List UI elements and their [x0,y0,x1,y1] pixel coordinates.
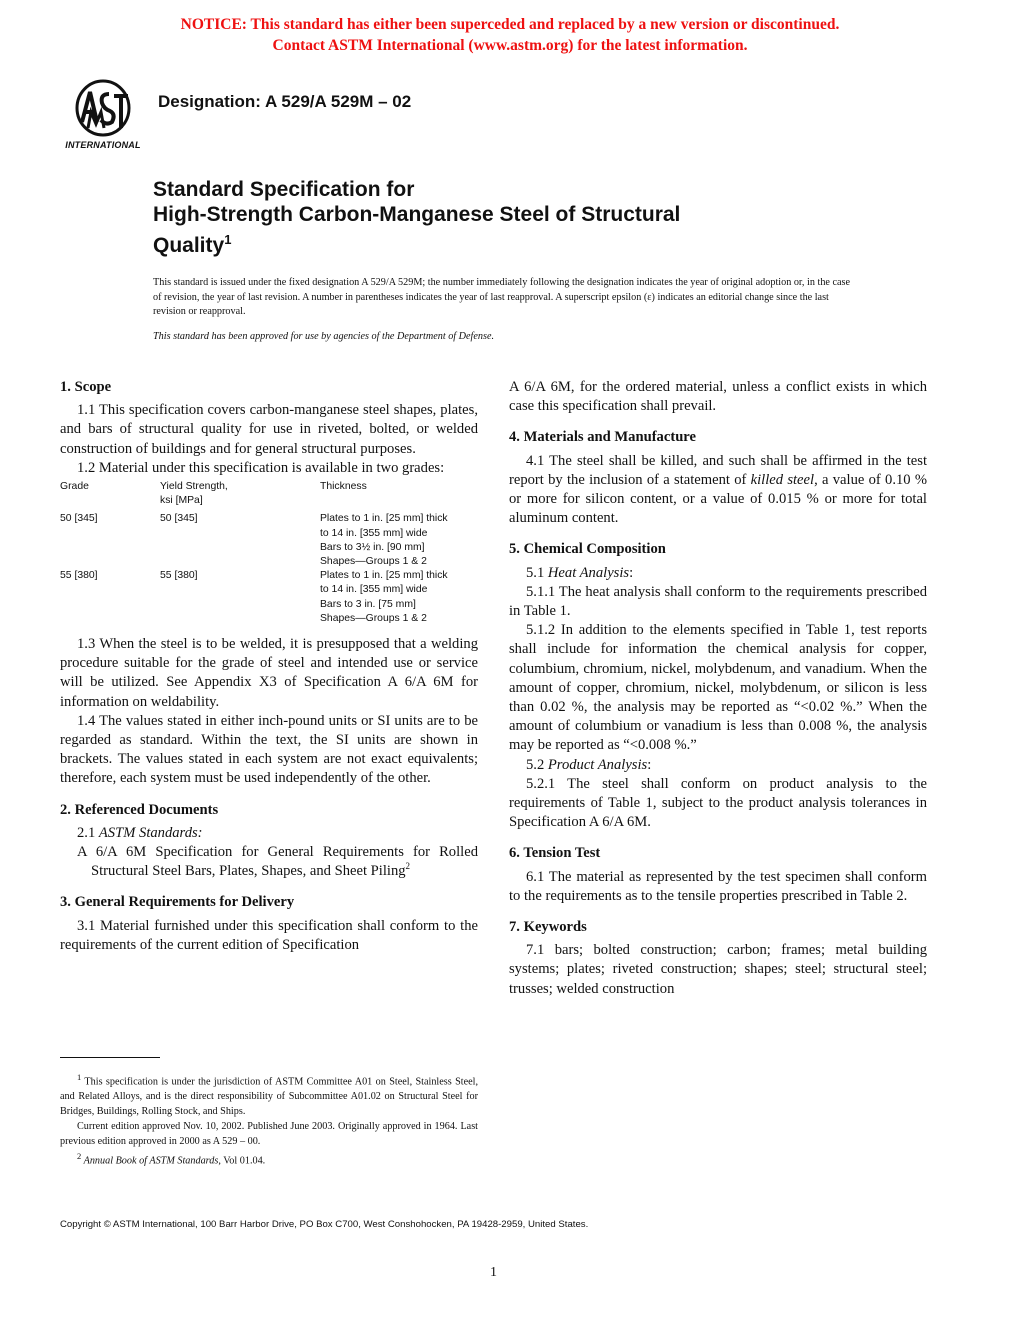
footnote-rule [60,1057,160,1058]
footnotes [60,1070,478,1170]
table-cell-thickness: to 14 in. [355 mm] wide [320,584,428,596]
para-5-2-title: Product Analysis [547,756,648,773]
para-1-1: 1.1 This specification covers carbon-manganese steel shapes, plates, and bars of structural quality for use in riveted, bolted, or welded construction of buildings and for general structural purposes. [60,402,478,457]
section-7-heading: 7. Keywords [509,919,587,936]
para-6-1: 6.1 The material as represented by the test specimen shall conform to the requirements as to the tensile properties prescribed in Table 2. [509,868,927,904]
table-cell-thickness: Shapes—Groups 1 & 2 [320,612,427,624]
footnote-2-title: Annual Book of ASTM Standards [81,1155,219,1167]
reference-a6-footnote-ref: 2 [405,861,411,872]
notice-line-2: Contact ASTM International (www.astm.org) for the latest information. [272,37,748,54]
para-5-1-2: 5.1.2 In addition to the elements specified in Table 1, test reports shall include for information the chemical analysis for copper, columbium, chromium, nickel, molybdenum, and vanadium. When the amount of copper, chromium, nickel, molybdenum, or silicon is less than 0.02 %, the analysis may be reported as “<0.02 %.” When the amount of columbium or vanadium is less than 0.008 %, the analysis may be reported as “<0.008 %.” [509,622,927,754]
para-2-1-title: ASTM Standards: [98,824,203,841]
para-1-3: 1.3 When the steel is to be welded, it is presupposed that a welding procedure suitable for the grade of steel and intended use or service will be utilized. See Appendix X3 of Specification A 6/A 6M for information on weldability. [60,636,478,710]
title-line-1: Standard Specification for [153,178,415,201]
para-4-1-a: 4.1 The steel shall be killed, and such shall be affirmed in the test report by the inclusion of a statement of [509,452,927,488]
para-2-1-number: 2.1 [77,824,99,841]
grades-table [60,480,478,626]
logo-subtitle: INTERNATIONAL [65,140,141,150]
copyright: Copyright © ASTM International, 100 Barr Harbor Drive, PO Box C700, West Conshohocken, PA 19428-2959, United States. [60,1219,589,1230]
document-title [153,177,793,258]
title-line-2: High-Strength Carbon-Manganese Steel of Structural [153,203,681,226]
table-row [60,569,478,626]
preamble-dod: This standard has been approved for use by agencies of the Department of Defense. [153,331,495,342]
left-column [60,378,478,955]
table-cell-thickness: Bars to 3½ in. [90 mm] [320,541,425,553]
title-footnote-ref: 1 [224,232,232,247]
section-3-heading: 3. General Requirements for Delivery [60,894,295,911]
para-7-1: 7.1 bars; bolted construction; carbon; frames; metal building systems; plates; riveted construction; shapes; steel; structural steel; trusses; welded construction [509,942,927,997]
para-5-1-colon: : [629,564,634,581]
para-5-2-colon: : [647,756,652,773]
footnote-1-approval: Current edition approved Nov. 10, 2002. Published June 2003. Originally approved in 1964. Last previous edition approved in 2000 as A 529 – 00. [60,1120,478,1147]
section-1-heading: 1. Scope [60,379,112,395]
section-4-heading: 4. Materials and Manufacture [509,429,696,446]
table-cell-thickness: Bars to 3 in. [75 mm] [320,598,416,610]
preamble-text: This standard is issued under the fixed designation A 529/A 529M; the number immediately following the designation indicates the year of original adoption or, in the case of revision, the year of last revision. A number in parentheses indicates the year of last reapproval. A superscript epsilon (ε) indicates an editorial change since the last revision or reapproval. [153,277,851,318]
table-cell-thickness: Shapes—Groups 1 & 2 [320,556,427,568]
footnote-1-marker: 1 [77,1072,82,1082]
designation: Designation: A 529/A 529M – 02 [158,92,412,111]
table-header-grade: Grade [60,481,89,493]
para-3-1-continued: A 6/A 6M, for the ordered material, unless a conflict exists in which case this specification shall prevail. [509,379,927,415]
para-5-1-number: 5.1 [526,564,548,581]
right-column [509,378,927,999]
para-1-4: 1.4 The values stated in either inch-pound units or SI units are to be regarded as standard. Within the text, the SI units are shown in brackets. The values stated in each system are not exact equivalents; therefore, each system must be used independently of the other. [60,712,478,787]
section-2-heading: 2. Referenced Documents [60,801,219,818]
table-cell-thickness: Plates to 1 in. [25 mm] thick [320,513,448,525]
astm-logo [62,78,144,152]
table-header-thickness: Thickness [320,481,367,493]
section-6-heading: 6. Tension Test [509,845,601,862]
table-cell-grade: 50 [345] [60,513,98,525]
table-cell-grade: 55 [380] [60,570,98,582]
footnote-1: This specification is under the jurisdiction of ASTM Committee A01 on Steel, Stainless Steel, and Related Alloys, and is the direct responsibility of Subcommittee A01.02 on Structural Steel for Bridges, Buildings, Rolling Stock, and Ships. [60,1076,478,1117]
table-header-yield-2: ksi [MPa] [160,495,203,507]
reference-a6: A 6/A 6M Specification for General Requirements for Rolled Structural Steel Bars, Plates, Shapes, and Sheet Piling [77,844,478,880]
table-header-yield-1: Yield Strength, [160,481,228,493]
notice-line-1: NOTICE: This standard has either been superceded and replaced by a new version or discontinued. [180,16,840,33]
table-cell-thickness: Plates to 1 in. [25 mm] thick [320,570,448,582]
table-cell-thickness: to 14 in. [355 mm] wide [320,527,428,539]
footnote-2: , Vol 01.04. [218,1155,266,1167]
table-cell-yield: 50 [345] [160,513,198,525]
para-3-1: 3.1 Material furnished under this specification shall conform to the requirements of the current edition of Specification [60,917,478,953]
table-row [60,512,478,569]
page-number: 1 [490,1265,497,1280]
title-line-3: Quality [153,234,225,257]
table-cell-yield: 55 [380] [160,570,198,582]
para-5-2-1: 5.2.1 The steel shall conform on product analysis to the requirements of Table 1, subject to the product analysis tolerances in Specification A 6/A 6M. [509,775,927,831]
section-5-heading: 5. Chemical Composition [509,541,666,558]
footnote-2-marker: 2 [77,1151,82,1162]
para-4-1-b: , a value of 0.10 % or more for silicon content, or a value of 0.015 % or more for total aluminum content. [509,471,927,527]
para-5-1-1: 5.1.1 The heat analysis shall conform to the requirements prescribed in Table 1. [509,583,927,620]
para-1-2: 1.2 Material under this specification is available in two grades: [77,459,445,476]
para-4-1-term: killed steel [750,471,815,488]
para-5-1-title: Heat Analysis [547,564,630,581]
para-5-2-number: 5.2 [526,756,548,773]
